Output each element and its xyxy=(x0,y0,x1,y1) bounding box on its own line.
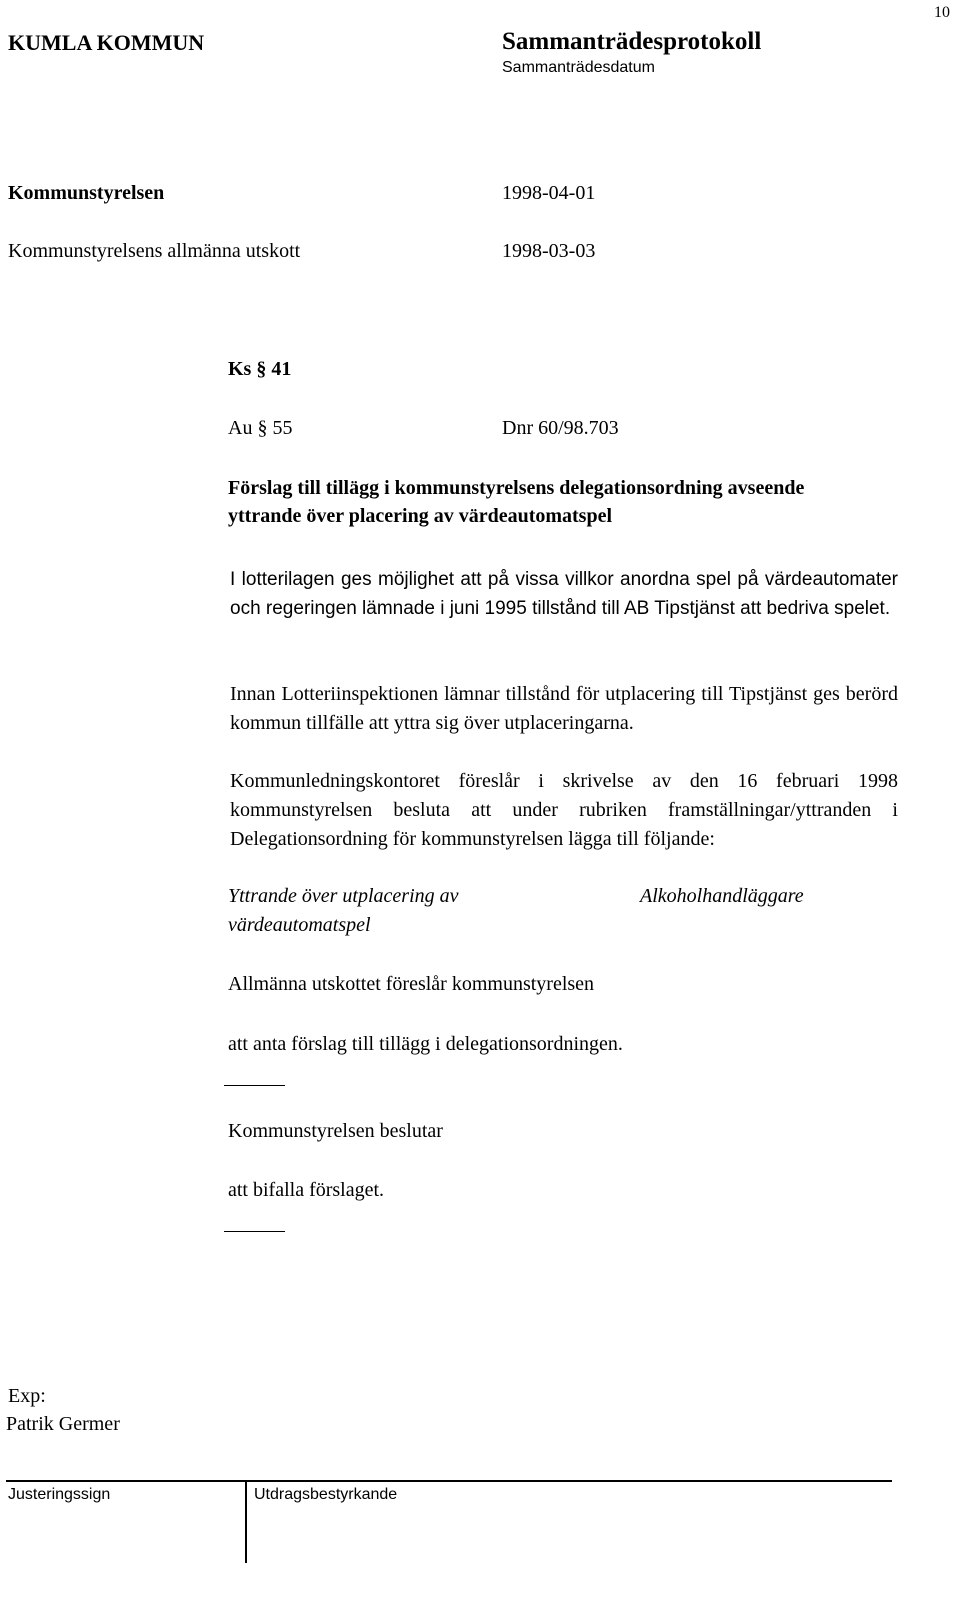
meeting-body-ks: Kommunstyrelsen xyxy=(8,182,165,204)
municipality-name: KUMLA KOMMUN xyxy=(8,30,205,55)
document-type: Sammanträdesprotokoll xyxy=(502,28,762,55)
meeting-body-au: Kommunstyrelsens allmänna utskott xyxy=(8,240,301,262)
exp-recipient: Patrik Germer xyxy=(6,1413,120,1435)
separator-line-2 xyxy=(224,1231,285,1232)
ks-decision-heading: Kommunstyrelsen beslutar xyxy=(228,1120,443,1142)
item-title-line-2: yttrande över placering av värdeautomatspel xyxy=(228,505,613,527)
delegation-matter-line-1: Yttrande över utplacering av xyxy=(228,885,459,907)
footer-utdragsbestyrkande: Utdragsbestyrkande xyxy=(254,1486,398,1503)
paragraph-background: I lotterilagen ges möjlighet att på vissa villkor anordna spel på värdeautomater och regeringen lämnade i juni 1995 tillstånd till AB Tipstjänst att bedriva spelet. xyxy=(230,569,898,619)
diary-number: Dnr 60/98.703 xyxy=(502,417,619,439)
paragraph-lotteriinspektionen: Innan Lotteriinspektionen lämnar tillstånd för utplacering till Tipstjänst ges berörd kommun tillfälle att yttra sig över utplaceringarna. xyxy=(230,683,898,734)
item-title-line-1: Förslag till tillägg i kommunstyrelsens delegationsordning avseende xyxy=(228,477,805,499)
meeting-date-label: Sammanträdesdatum xyxy=(502,59,655,76)
page-number: 10 xyxy=(934,4,950,21)
footer-justeringssign: Justeringssign xyxy=(8,1486,111,1503)
au-att-clause: att anta förslag till tillägg i delegationsordningen. xyxy=(228,1033,623,1055)
ks-section-ref: Ks § 41 xyxy=(228,358,292,380)
separator-line-1 xyxy=(224,1085,285,1086)
au-proposal: Allmänna utskottet föreslår kommunstyrelsen xyxy=(228,973,595,995)
exp-label: Exp: xyxy=(8,1385,46,1407)
ks-att-clause: att bifalla förslaget. xyxy=(228,1179,385,1201)
delegation-delegate: Alkoholhandläggare xyxy=(640,885,804,907)
footer-divider xyxy=(245,1481,247,1563)
meeting-date-au: 1998-03-03 xyxy=(502,240,596,262)
au-section-ref: Au § 55 xyxy=(228,417,293,439)
footer-rule xyxy=(6,1480,892,1482)
paragraph-proposal: Kommunledningskontoret föreslår i skrivelse av den 16 februari 1998 kommunstyrelsen besluta att under rubriken framställningar/yttranden i Delegationsordning för kommunstyrelsen lägga till följande: xyxy=(230,770,898,850)
delegation-matter-line-2: värdeautomatspel xyxy=(228,914,371,936)
meeting-date-ks: 1998-04-01 xyxy=(502,182,596,204)
